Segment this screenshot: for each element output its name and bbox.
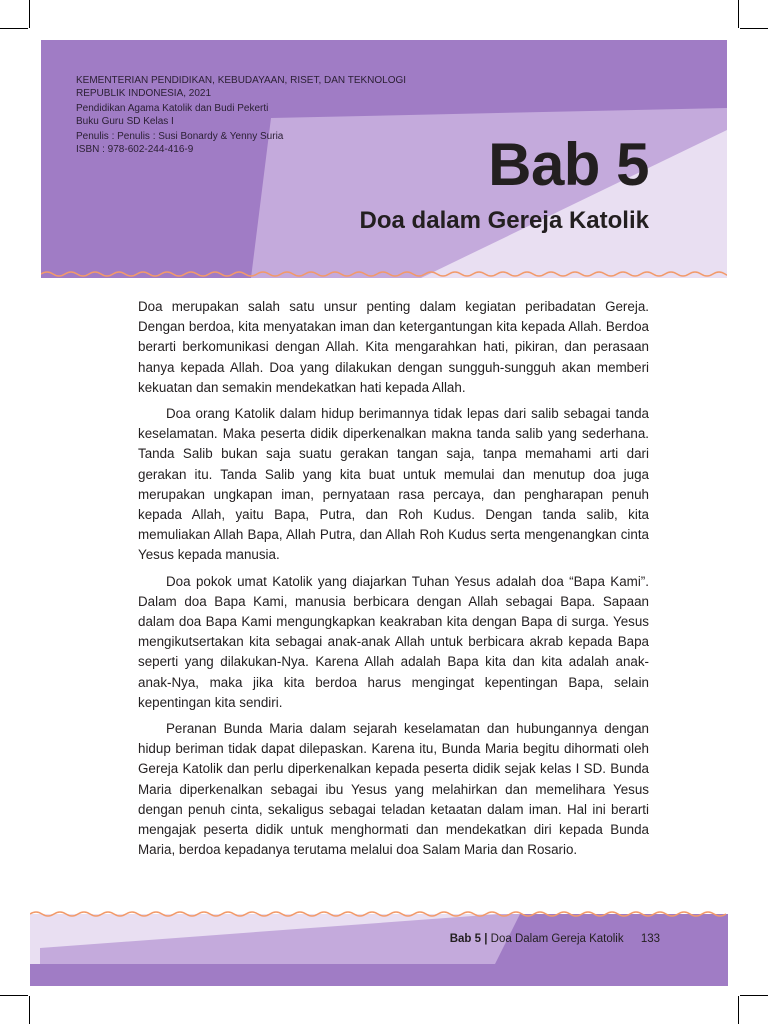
footer-chapter: Bab 5 | [449, 933, 488, 945]
paragraph-2: Doa orang Katolik dalam hidup berimannya tidak lepas dari salib sebagai tanda keselamatan. Maka peserta didik diperkenalkan makna tanda salib yang sederhana. Tanda Salib bukan saja suatu gerakan tangan saja, tanpa memahami arti dari gerakan itu. Tanda Salib yang kita buat untuk memulai dan menutup doa juga merupakan ungkapan iman, pernyataan rasa percaya, dan pengharapan penuh kepada Allah, yaitu Bapa, Putra, dan Roh Kudus. Dengan tanda salib, kita memuliakan Allah Bapa, Allah Putra, dan Allah Roh Kudus serta mengenangkan cinta Yesus kepada manusia. [138, 406, 649, 563]
crop-mark-top-right-h [740, 28, 768, 29]
subject-line: Pendidikan Agama Katolik dan Budi Pekerti [76, 103, 269, 114]
page-number: 133 [640, 933, 660, 945]
chapter-title: Doa dalam Gereja Katolik [359, 207, 649, 234]
chapter-number: Bab 5 [488, 131, 649, 198]
crop-mark-top-right [738, 0, 739, 28]
page-footer [30, 908, 728, 986]
crop-mark-bottom-right [738, 996, 739, 1024]
isbn-line: ISBN : 978-602-244-416-9 [76, 143, 194, 155]
crop-mark-top-left [29, 0, 30, 28]
book-line: Buku Guru SD Kelas I [76, 115, 174, 127]
book-metadata [76, 75, 406, 156]
paragraph-4: Peranan Bunda Maria dalam sejarah keselamatan dan hubungannya dengan hidup beriman tidak dapat dilepaskan. Karena itu, Bunda Maria begitu dihormati oleh Gereja Katolik dan perlu diperkenalkan kepada peserta didik sejak kelas I SD. Bunda Maria diperkenalkan sebagai ibu Yesus yang melahirkan dan memelihara Yesus dengan penuh cinta, sekaligus sebagai teladan ketaatan dalam iman. Hal ini berarti mengajak peserta didik untuk menghormati dan mendekatkan diri kepada Bunda Maria, berdoa kepadanya terutama melalui doa Salam Maria dan Rosario. [138, 721, 649, 858]
body-text [138, 297, 649, 866]
footer-title: Doa Dalam Gereja Katolik [490, 933, 624, 945]
crop-mark-bottom-left-h [0, 995, 28, 996]
crop-mark-bottom-right-h [740, 995, 768, 996]
authors-line: Penulis : Penulis : Susi Bonardy & Yenny Suria [76, 131, 284, 142]
paragraph-3: Doa pokok umat Katolik yang diajarkan Tuhan Yesus adalah doa “Bapa Kami”. Dalam doa Bapa Kami, manusia berbicara dengan Allah sebagai Bapa. Sapaan dalam doa Bapa Kami mengungkapkan keakraban kita dengan Bapa di surga. Yesus mengikutsertakan kita sebagai anak-anak Allah untuk berbicara akrab kepada Bapa seperti yang dilakukan-Nya. Karena Allah adalah Bapa kita dan kita adalah anak-anak-Nya, maka jika kita berdoa harus mengingat kepentingan Bapa, selain kepentingan kita sendiri. [138, 573, 649, 710]
footer-label [450, 933, 660, 945]
crop-mark-top-left-h [0, 28, 28, 29]
chapter-header [41, 40, 727, 278]
publisher-line: KEMENTERIAN PENDIDIKAN, KEBUDAYAAN, RISET, DAN TEKNOLOGI [76, 75, 407, 86]
paragraph-1: Doa merupakan salah satu unsur penting dalam kegiatan peribadatan Gereja. Dengan berdoa, kita menyatakan iman dan ketergantungan kita kepada Allah. Berdoa berarti berkomunikasi dengan Allah. Kita mengarahkan hati, pikiran, dan perasaan hanya kepada Allah. Doa yang dilakukan dengan sungguh-sungguh akan memberi kekuatan dan semakin mendekatkan hati kepada Allah. [138, 299, 649, 395]
footer-background [30, 908, 728, 986]
crop-mark-bottom-left [29, 996, 30, 1024]
country-year-line: REPUBLIK INDONESIA, 2021 [76, 87, 212, 99]
